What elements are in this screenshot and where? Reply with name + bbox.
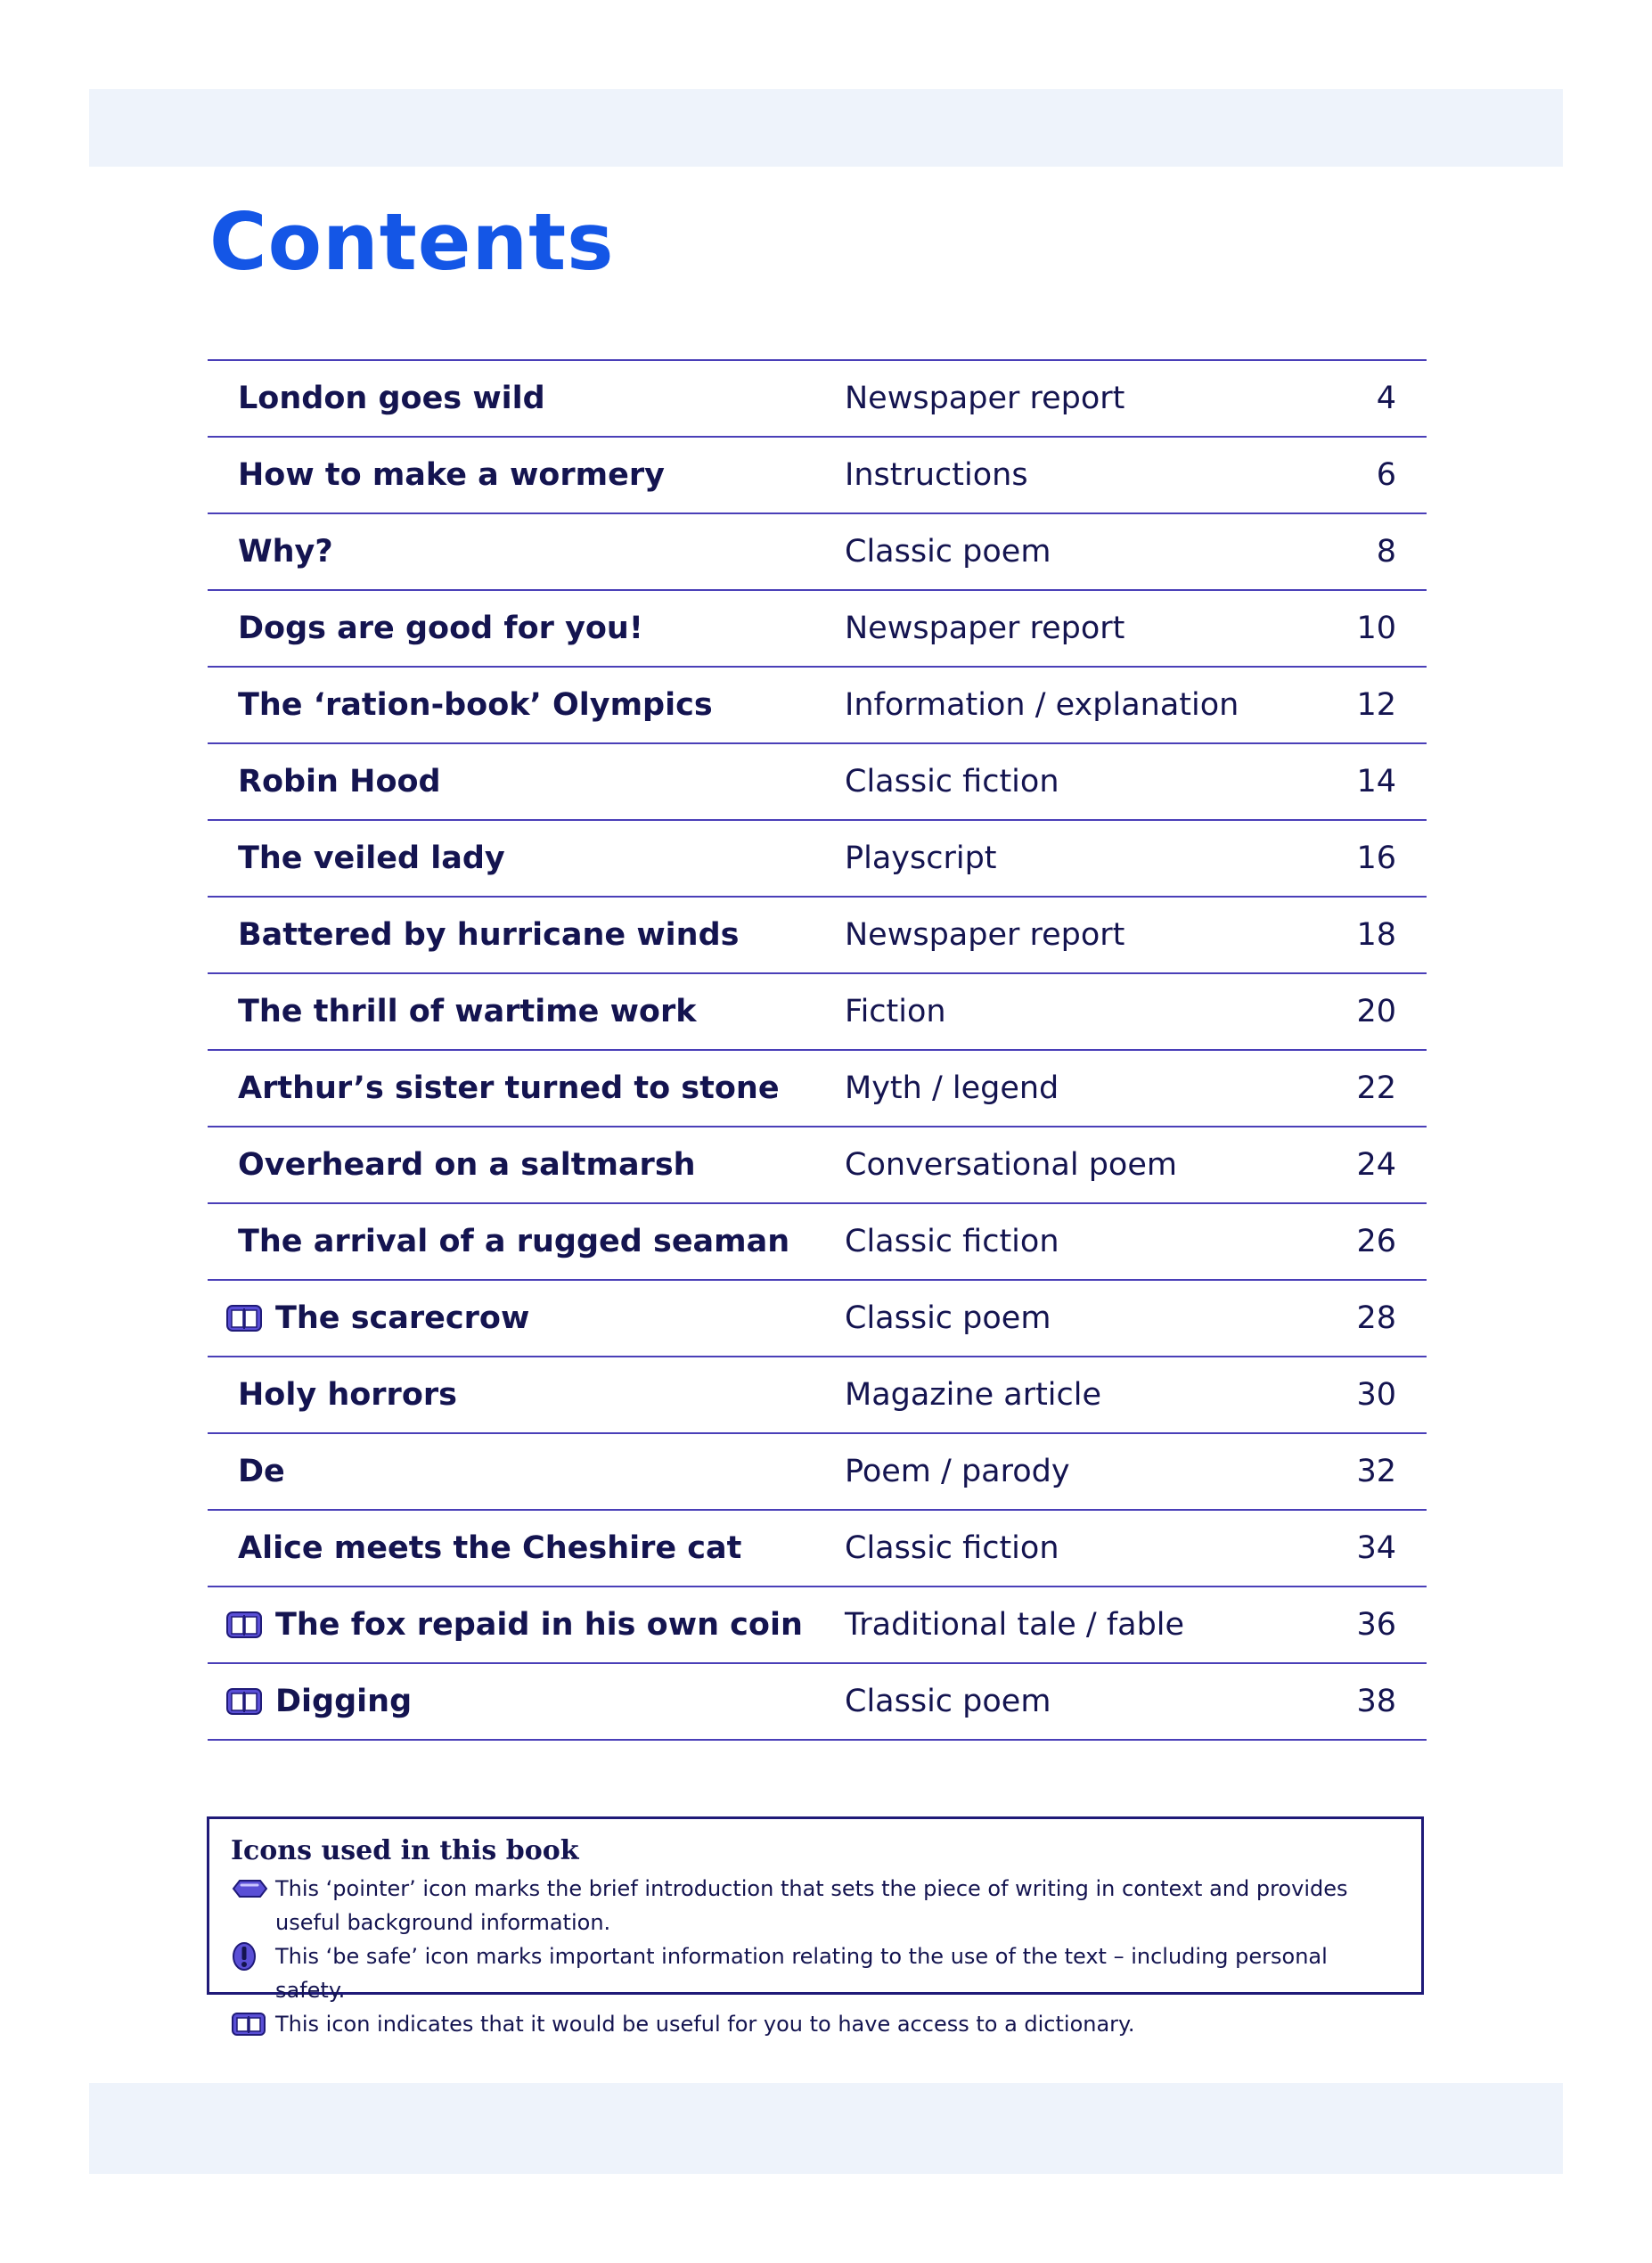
contents-entry-title: Dogs are good for you! (238, 611, 643, 646)
contents-entry-title-cell (208, 687, 845, 723)
icons-legend-box (207, 1816, 1424, 2037)
contents-entry-title-cell (208, 1300, 845, 1336)
contents-entry-title-cell (208, 1454, 845, 1489)
contents-row (208, 591, 1427, 668)
contents-entry-type: Poem / parody (845, 1454, 1070, 1489)
contents-entry-type: Classic poem (845, 1684, 1051, 1719)
contents-entry-type: Newspaper report (845, 917, 1125, 953)
contents-entry-page: 12 (1356, 687, 1396, 723)
be-safe-icon (231, 1939, 275, 1973)
contents-entry-title: Arthur’s sister turned to stone (238, 1070, 780, 1106)
contents-entry-type: Conversational poem (845, 1147, 1177, 1183)
contents-row (208, 1281, 1427, 1357)
contents-entry-type: Classic poem (845, 1300, 1051, 1336)
contents-entry-title: How to make a wormery (238, 457, 665, 493)
contents-entry-type: Classic fiction (845, 764, 1059, 799)
contents-entry-title-cell (208, 1684, 845, 1719)
contents-entry-title: Robin Hood (238, 764, 441, 799)
contents-entry-title: The thrill of wartime work (238, 994, 697, 1029)
contents-entry-type: Newspaper report (845, 381, 1125, 416)
contents-entry-type: Traditional tale / fable (845, 1607, 1185, 1643)
contents-entry-page: 26 (1356, 1224, 1396, 1259)
contents-entry-title: Why? (238, 534, 333, 570)
contents-entry-type: Fiction (845, 994, 946, 1029)
icons-legend-text: This icon indicates that it would be useful for you to have access to a dictionary. (275, 2012, 1135, 2037)
contents-entry-title: London goes wild (238, 381, 545, 416)
contents-row (208, 1204, 1427, 1281)
dictionary-icon (231, 2007, 275, 2041)
contents-entry-page: 38 (1356, 1684, 1396, 1719)
contents-entry-title: Overheard on a saltmarsh (238, 1147, 696, 1183)
contents-entry-type: Newspaper report (845, 611, 1125, 646)
contents-row (208, 1511, 1427, 1587)
contents-entry-type: Magazine article (845, 1377, 1102, 1413)
contents-entry-page: 4 (1376, 381, 1396, 416)
contents-entry-title-cell (208, 457, 845, 493)
page-title: Contents (209, 196, 615, 288)
contents-entry-type: Classic fiction (845, 1224, 1059, 1259)
contents-entry-type: Playscript (845, 840, 997, 876)
contents-entry-title: The ‘ration-book’ Olympics (238, 687, 713, 723)
contents-entry-title-cell (208, 840, 845, 876)
contents-entry-title-cell (208, 764, 845, 799)
contents-row (208, 898, 1427, 974)
contents-entry-title-cell (208, 1377, 845, 1413)
icons-legend-item-dictionary (231, 2007, 1402, 2041)
contents-entry-title-cell (208, 1607, 845, 1643)
contents-row (208, 821, 1427, 898)
dictionary-icon (225, 1686, 263, 1717)
contents-entry-title-cell (208, 1530, 845, 1566)
contents-entry-page: 20 (1356, 994, 1396, 1029)
top-band (89, 89, 1563, 167)
contents-row (208, 668, 1427, 744)
contents-entry-type: Information / explanation (845, 687, 1239, 723)
contents-entry-title: Alice meets the Cheshire cat (238, 1530, 742, 1566)
contents-entry-title-cell (208, 1147, 845, 1183)
contents-row (208, 1051, 1427, 1127)
contents-entry-title: The fox repaid in his own coin (275, 1607, 803, 1643)
icons-legend-text: This ‘pointer’ icon marks the brief introduction that sets the piece of writing in context and provides useful background information. (275, 1876, 1348, 1935)
contents-entry-page: 32 (1356, 1454, 1396, 1489)
contents-row (208, 1357, 1427, 1434)
contents-entry-title: Battered by hurricane winds (238, 917, 740, 953)
contents-entry-page: 8 (1376, 534, 1396, 570)
contents-entry-page: 28 (1356, 1300, 1396, 1336)
contents-entry-type: Instructions (845, 457, 1028, 493)
contents-row (208, 1127, 1427, 1204)
contents-entry-title: The veiled lady (238, 840, 505, 876)
contents-entry-page: 10 (1356, 611, 1396, 646)
contents-entry-type: Classic poem (845, 534, 1051, 570)
contents-entry-page: 18 (1356, 917, 1396, 953)
contents-entry-page: 6 (1376, 457, 1396, 493)
icons-legend-heading: Icons used in this book (231, 1835, 579, 1866)
contents-entry-title-cell (208, 534, 845, 570)
contents-entry-type: Myth / legend (845, 1070, 1059, 1106)
contents-entry-title-cell (208, 611, 845, 646)
contents-entry-page: 24 (1356, 1147, 1396, 1183)
dictionary-icon (225, 1303, 263, 1333)
contents-row (208, 1587, 1427, 1664)
contents-row (208, 514, 1427, 591)
pointer-icon (231, 1872, 275, 1906)
contents-entry-title: Digging (275, 1684, 413, 1719)
contents-table (208, 359, 1427, 1741)
contents-entry-title-cell (208, 994, 845, 1029)
contents-entry-page: 36 (1356, 1607, 1396, 1643)
dictionary-icon (225, 1610, 263, 1640)
icons-legend-text: This ‘be safe’ icon marks important information relating to the use of the text – including personal safety. (275, 1944, 1328, 2003)
contents-row (208, 361, 1427, 438)
contents-entry-page: 34 (1356, 1530, 1396, 1566)
icons-legend-item-be-safe (231, 1939, 1402, 2007)
contents-row (208, 744, 1427, 821)
contents-row (208, 1434, 1427, 1511)
contents-entry-page: 14 (1356, 764, 1396, 799)
contents-entry-title: Holy horrors (238, 1377, 457, 1413)
contents-entry-page: 30 (1356, 1377, 1396, 1413)
contents-row (208, 438, 1427, 514)
contents-entry-title: The scarecrow (275, 1300, 530, 1336)
contents-row (208, 1664, 1427, 1741)
contents-entry-title-cell (208, 917, 845, 953)
contents-row (208, 974, 1427, 1051)
contents-entry-title-cell (208, 1224, 845, 1259)
icons-legend-item-pointer (231, 1872, 1402, 1939)
contents-entry-title-cell (208, 381, 845, 416)
contents-entry-page: 22 (1356, 1070, 1396, 1106)
bottom-band (89, 2083, 1563, 2174)
contents-entry-title-cell (208, 1070, 845, 1106)
contents-entry-page: 16 (1356, 840, 1396, 876)
contents-entry-title: The arrival of a rugged seaman (238, 1224, 790, 1259)
contents-entry-type: Classic fiction (845, 1530, 1059, 1566)
contents-entry-title: De (238, 1454, 285, 1489)
